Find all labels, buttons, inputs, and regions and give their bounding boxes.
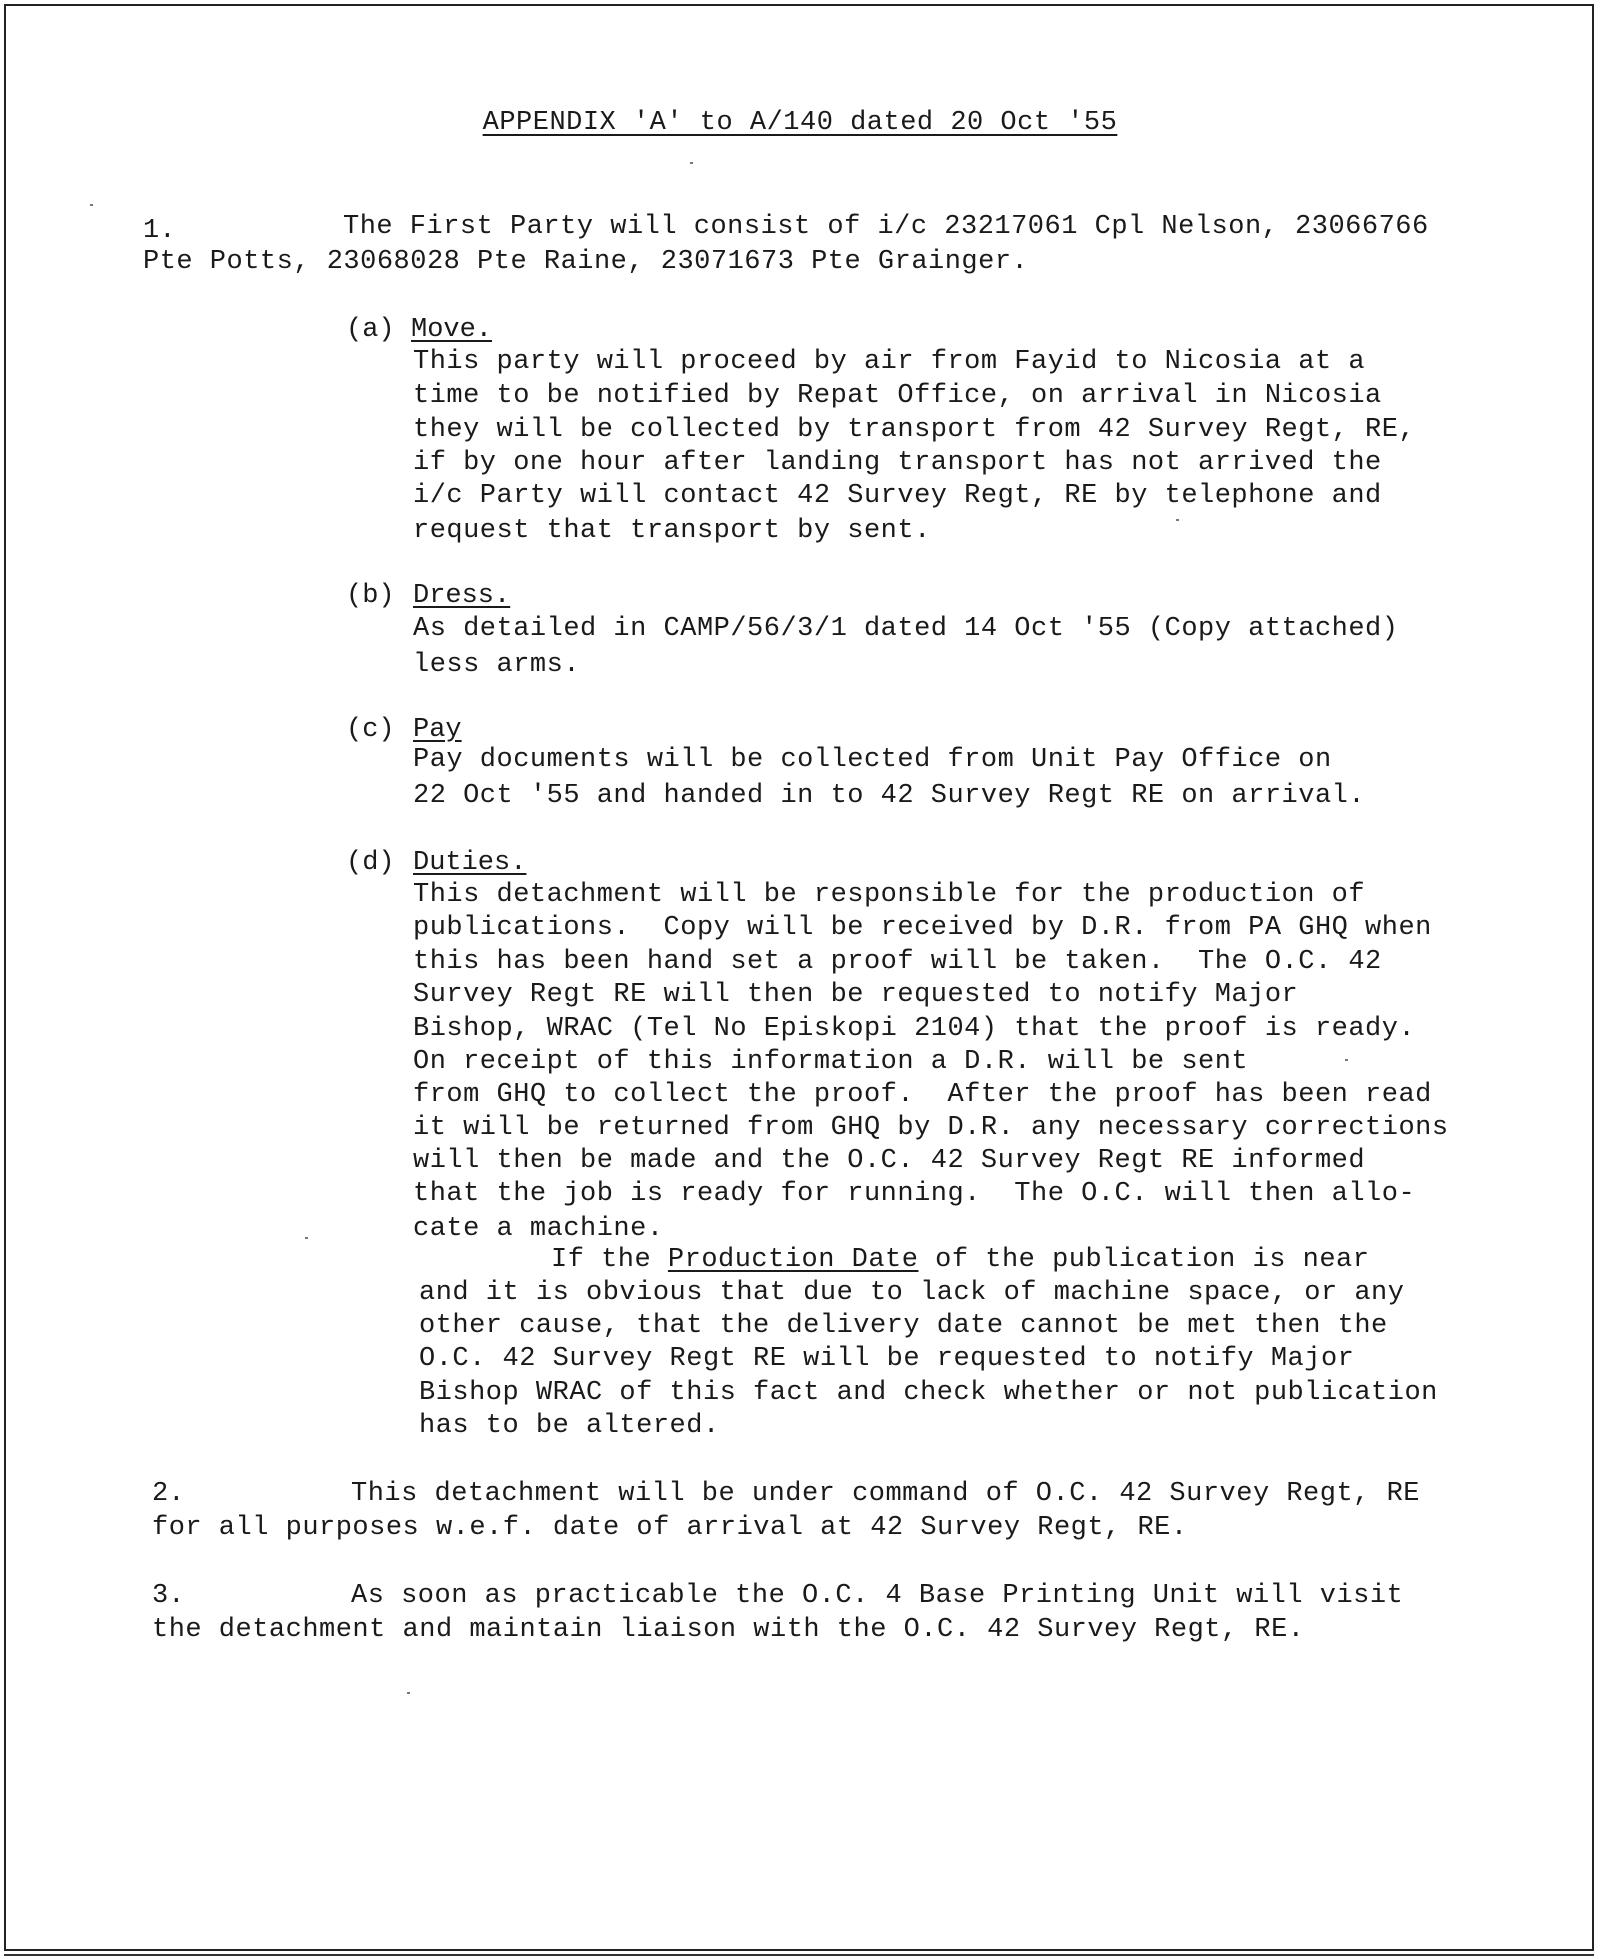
section-a-line: they will be collected by transport from 42 Survey Regt, RE, — [413, 415, 1416, 445]
section-b-line: As detailed in CAMP/56/3/1 dated 14 Oct '55 (Copy attached) — [413, 614, 1399, 644]
section-d-para2-line: other cause, that the delivery date cannot be met then the — [419, 1311, 1388, 1341]
para-1-line: The First Party will consist of i/c 23217061 Cpl Nelson, 23066766 — [343, 212, 1429, 242]
section-c-line: 22 Oct '55 and handed in to 42 Survey Regt RE on arrival. — [413, 781, 1366, 811]
section-d-line: cate a machine. — [413, 1214, 664, 1244]
section-d-line: Bishop, WRAC (Tel No Episkopi 2104) that the proof is ready. — [413, 1014, 1416, 1044]
page-bottom-rule — [4, 1954, 1594, 1956]
appendix-title — [0, 108, 1600, 138]
section-a-line: request that transport by sent. — [413, 516, 931, 546]
para-1-line: Pte Potts, 23068028 Pte Raine, 23071673 Pte Grainger. — [143, 247, 1029, 277]
section-d-line: that the job is ready for running. The O.C. will then allo- — [413, 1179, 1416, 1209]
section-d-line: this has been hand set a proof will be taken. The O.C. 42 — [413, 947, 1382, 977]
section-d-line: This detachment will be responsible for the production of — [413, 880, 1366, 910]
section-a-line: if by one hour after landing transport has not arrived the — [413, 448, 1382, 478]
section-d-para2-line: has to be altered. — [419, 1411, 720, 1441]
section-a-heading: Move. — [411, 315, 493, 345]
section-a-line: i/c Party will contact 42 Survey Regt, RE by telephone and — [413, 481, 1382, 511]
scan-speck — [305, 1237, 308, 1239]
section-d-para2-line: and it is obvious that due to lack of machine space, or any — [419, 1278, 1405, 1308]
section-a-label: (a) — [346, 315, 395, 345]
para-3-number: 3. — [152, 1581, 185, 1611]
para-3-line: As soon as practicable the O.C. 4 Base Printing Unit will visit — [351, 1581, 1404, 1611]
section-d-para2-first-line — [551, 1243, 1369, 1277]
para-2-number: 2. — [152, 1479, 185, 1509]
section-c-heading: Pay — [413, 715, 462, 745]
scan-speck — [1345, 1059, 1348, 1061]
para-2-line: for all purposes w.e.f. date of arrival at 42 Survey Regt, RE. — [152, 1513, 1188, 1543]
section-c-label: (c) — [346, 715, 395, 745]
section-d-line: will then be made and the O.C. 42 Survey Regt RE informed — [413, 1146, 1366, 1176]
para-3-line: the detachment and maintain liaison with the O.C. 42 Survey Regt, RE. — [152, 1615, 1305, 1645]
section-d-line: from GHQ to collect the proof. After the proof has been read — [413, 1080, 1432, 1110]
section-b-label: (b) — [346, 581, 395, 611]
section-d-line: it will be returned from GHQ by D.R. any necessary corrections — [413, 1113, 1449, 1143]
section-d-para2-suffix: of the publication is near — [918, 1245, 1370, 1275]
section-d-para2-line: Bishop WRAC of this fact and check whether or not publication — [419, 1378, 1438, 1408]
section-a-line: This party will proceed by air from Fayid to Nicosia at a — [413, 347, 1366, 377]
section-d-line: On receipt of this information a D.R. will be sent — [413, 1047, 1249, 1077]
appendix-title-text: APPENDIX 'A' to A/140 dated 20 Oct '55 — [482, 108, 1118, 138]
scan-speck — [690, 162, 693, 164]
section-b-heading: Dress. — [413, 581, 511, 611]
para-1-number: 1. — [143, 216, 176, 246]
section-c-line: Pay documents will be collected from Unit Pay Office on — [413, 745, 1332, 775]
section-d-label: (d) — [346, 848, 395, 878]
section-d-line: Survey Regt RE will then be requested to notify Major — [413, 980, 1299, 1010]
section-d-heading: Duties. — [413, 848, 527, 878]
para-2-line: This detachment will be under command of O.C. 42 Survey Regt, RE — [351, 1479, 1420, 1509]
section-d-para2-prefix: If the — [551, 1245, 668, 1275]
section-d-para2-line: O.C. 42 Survey Regt RE will be requested to notify Major — [419, 1344, 1355, 1374]
section-d-line: publications. Copy will be received by D.R. from PA GHQ when — [413, 913, 1432, 943]
section-b-line: less arms. — [413, 650, 581, 680]
scan-speck — [1176, 519, 1179, 521]
scan-speck — [407, 1692, 410, 1694]
scan-speck — [90, 204, 93, 206]
production-date-term: Production Date — [667, 1245, 919, 1275]
section-a-line: time to be notified by Repat Office, on arrival in Nicosia — [413, 381, 1382, 411]
